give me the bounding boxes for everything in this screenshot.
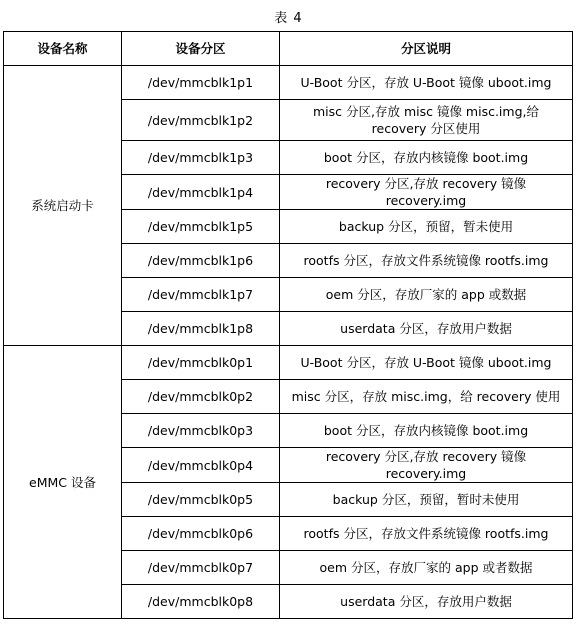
description-cell: recovery 分区,存放 recovery 镜像 recovery.img xyxy=(280,175,573,210)
partition-cell: /dev/mmcblk1p1 xyxy=(122,66,280,100)
description-cell: userdata 分区，存放用户数据 xyxy=(280,312,573,346)
header-row xyxy=(4,32,573,66)
header-device-name: 设备名称 xyxy=(4,32,122,66)
partition-cell: /dev/mmcblk0p2 xyxy=(122,380,280,414)
partition-cell: /dev/mmcblk0p5 xyxy=(122,483,280,517)
description-cell: misc 分区,存放 misc 镜像 misc.img,给 recovery 分区使用 xyxy=(280,100,573,141)
partition-cell: /dev/mmcblk0p1 xyxy=(122,346,280,380)
partition-cell: /dev/mmcblk1p4 xyxy=(122,175,280,210)
partition-cell: /dev/mmcblk0p4 xyxy=(122,448,280,483)
description-cell: oem 分区，存放厂家的 app 或数据 xyxy=(280,278,573,312)
description-cell: rootfs 分区，存放文件系统镜像 rootfs.img xyxy=(280,517,573,551)
description-cell: oem 分区，存放厂家的 app 或者数据 xyxy=(280,551,573,585)
partition-table xyxy=(3,31,573,619)
partition-cell: /dev/mmcblk1p7 xyxy=(122,278,280,312)
description-cell: rootfs 分区，存放文件系统镜像 rootfs.img xyxy=(280,244,573,278)
table-caption: 表 4 xyxy=(274,11,303,26)
table-row xyxy=(4,66,573,100)
description-cell: boot 分区，存放内核镜像 boot.img xyxy=(280,414,573,448)
partition-cell: /dev/mmcblk0p8 xyxy=(122,585,280,619)
description-cell: recovery 分区,存放 recovery 镜像 recovery.img xyxy=(280,448,573,483)
description-cell: boot 分区，存放内核镜像 boot.img xyxy=(280,141,573,175)
partition-cell: /dev/mmcblk1p3 xyxy=(122,141,280,175)
device-name-cell: 系统启动卡 xyxy=(4,66,122,346)
partition-cell: /dev/mmcblk0p7 xyxy=(122,551,280,585)
table-row xyxy=(4,346,573,380)
description-cell: backup 分区，预留，暂时未使用 xyxy=(280,483,573,517)
device-name-cell: eMMC 设备 xyxy=(4,346,122,619)
partition-cell: /dev/mmcblk1p2 xyxy=(122,100,280,141)
header-device-partition: 设备分区 xyxy=(122,32,280,66)
description-cell: backup 分区，预留，暂未使用 xyxy=(280,210,573,244)
description-cell: U-Boot 分区，存放 U-Boot 镜像 uboot.img xyxy=(280,346,573,380)
partition-cell: /dev/mmcblk0p3 xyxy=(122,414,280,448)
header-partition-description: 分区说明 xyxy=(280,32,573,66)
description-cell: U-Boot 分区，存放 U-Boot 镜像 uboot.img xyxy=(280,66,573,100)
description-cell: misc 分区，存放 misc.img，给 recovery 使用 xyxy=(280,380,573,414)
partition-cell: /dev/mmcblk0p6 xyxy=(122,517,280,551)
partition-cell: /dev/mmcblk1p8 xyxy=(122,312,280,346)
description-cell: userdata 分区，存放用户数据 xyxy=(280,585,573,619)
partition-cell: /dev/mmcblk1p6 xyxy=(122,244,280,278)
partition-cell: /dev/mmcblk1p5 xyxy=(122,210,280,244)
